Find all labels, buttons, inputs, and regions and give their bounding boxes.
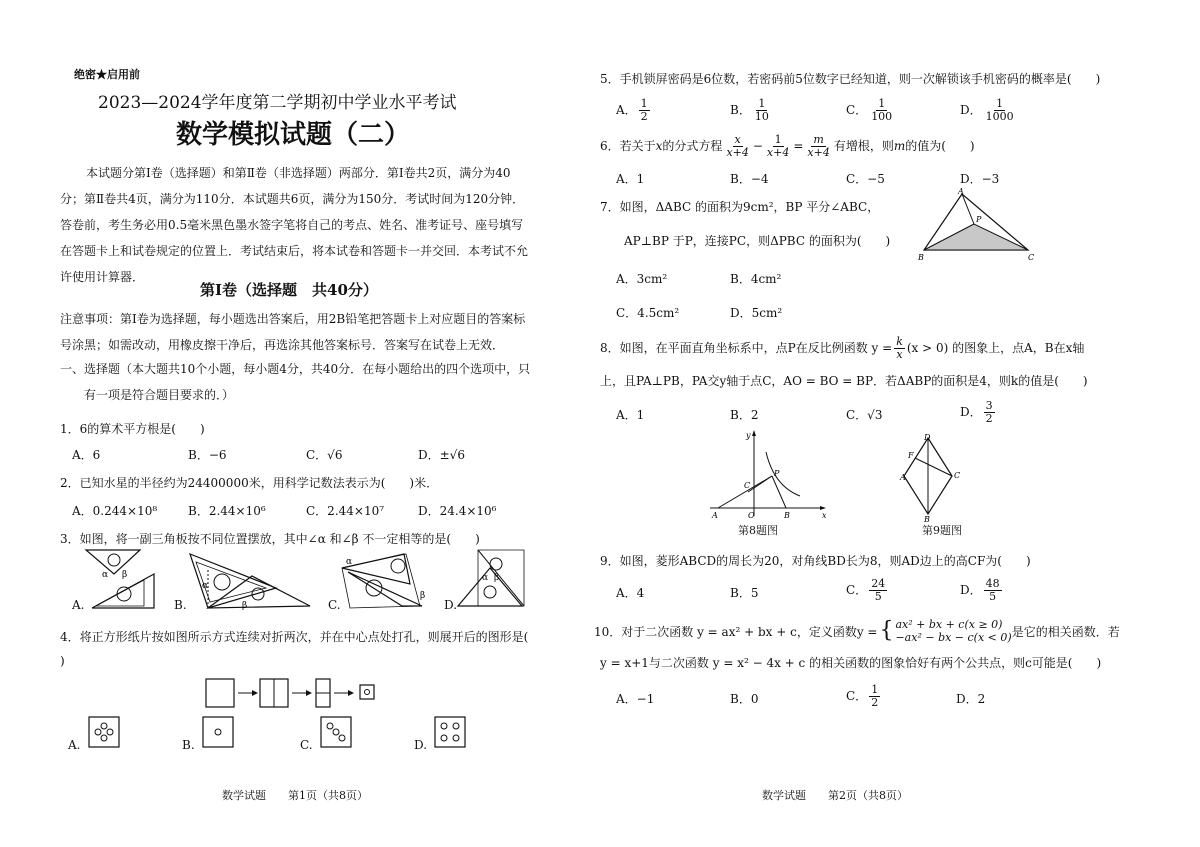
- q4-stem: 4．将正方形纸片按如图所示方式连续对折两次，并在中心点处打孔，则展开后的图形是(: [60, 630, 529, 644]
- q3-beta-d: β: [494, 573, 500, 583]
- section-title: 第Ⅰ卷（选择题 共40分）: [200, 281, 378, 299]
- q4-option-a[interactable]: A.: [68, 738, 81, 752]
- q6-option-d[interactable]: D．−3: [960, 172, 1000, 186]
- q10-case-2: −ax² − bx − c(x < 0): [895, 631, 1012, 644]
- q8-option-a[interactable]: A．1: [616, 408, 645, 422]
- q8-stem-1-post: (x > 0) 的图象上，点A，B在x轴: [906, 341, 1085, 355]
- q9-label-b: B: [924, 515, 930, 524]
- q3-alpha-a: α: [102, 570, 109, 580]
- q2-stem: 2．已知水星的半径约为24400000米，用科学记数法表示为( )米．: [60, 476, 439, 490]
- q5-option-c[interactable]: [846, 98, 896, 123]
- q5-option-b[interactable]: [730, 98, 773, 123]
- q9-label-c: C: [954, 471, 961, 480]
- q4-option-b[interactable]: B.: [182, 738, 195, 752]
- q6-f2-num: 1: [774, 133, 782, 146]
- q6-f3-den: x+4: [807, 146, 830, 159]
- q8-label-a: A: [712, 511, 718, 520]
- q1-option-d[interactable]: D．±√6: [418, 448, 465, 462]
- q9-option-c[interactable]: [846, 578, 889, 603]
- q6-option-c[interactable]: C．−5: [846, 172, 885, 186]
- q9-d-label: D．: [960, 583, 982, 597]
- q8-label-y: y: [746, 431, 751, 440]
- q8-figure: [708, 430, 828, 520]
- q4-stem-cont: ): [60, 654, 65, 668]
- q3-figure-a: [84, 546, 164, 616]
- q6-fraction-3: [805, 134, 831, 159]
- q8-k-fraction: [894, 336, 905, 361]
- q8-stem-1: [600, 336, 1084, 361]
- q5-d-den: 1000: [985, 110, 1014, 123]
- q2-option-b[interactable]: B．2.44×10⁶: [188, 504, 266, 518]
- q8-option-c[interactable]: C．√3: [846, 408, 883, 422]
- q10-brace: {: [879, 618, 894, 643]
- q2-option-c[interactable]: C．2.44×10⁷: [306, 504, 385, 518]
- part-heading-cont: 有一项是符合题目要求的．）: [84, 388, 235, 402]
- q3-figure-c: [336, 548, 436, 614]
- q7-label-p: P: [976, 215, 982, 224]
- q10-case-1: ax² + bx + c(x ≥ 0): [895, 618, 1003, 631]
- q5-b-den: 10: [754, 110, 769, 123]
- q8-option-b[interactable]: B．2: [730, 408, 759, 422]
- q8-d-label: D．: [960, 405, 982, 419]
- q9-c-num: 24: [871, 577, 886, 590]
- q10-c-den: 2: [871, 696, 879, 709]
- q1-option-c[interactable]: C．√6: [306, 448, 343, 462]
- q7-option-b[interactable]: B．4cm²: [730, 272, 782, 286]
- q8-k-num: k: [896, 335, 903, 348]
- q6-stem-mid: 的分式方程: [662, 139, 723, 153]
- q1-stem: 1．6的算术平方根是( ): [60, 422, 205, 436]
- q3-beta-b: β: [242, 601, 248, 611]
- q5-c-fraction: [869, 98, 894, 123]
- q3-beta-a: β: [122, 570, 128, 580]
- part-heading: 一、选择题（本大题共10个小题，每小题4分，共40分．在每小题给出的四个选项中，只: [60, 362, 531, 376]
- q10-stem-1-pre: 10．对于二次函数 y = ax² + bx + c，定义函数y =: [594, 624, 878, 639]
- q5-b-label: B．: [730, 103, 751, 117]
- q10-stem-2: y = x+1与二次函数 y = x² − 4x + c 的相关函数的图象恰好有两个公共点，则c可能是( ): [600, 656, 1102, 670]
- q3-option-b[interactable]: B.: [174, 598, 187, 612]
- q6-stem-post: 有增根，则: [833, 139, 894, 153]
- q4-fold-sequence: [204, 675, 394, 709]
- q6-var-m: m: [893, 139, 906, 153]
- q3-option-c[interactable]: C.: [328, 598, 341, 612]
- q9-stem: 9．如图，菱形ABCD的周长为20，对角线BD长为8，则AD边上的高CF为( ): [600, 554, 1031, 568]
- q6-stem-end: 的值为( ): [905, 139, 975, 153]
- q9-d-num: 48: [985, 577, 1000, 590]
- q5-a-den: 2: [640, 110, 648, 123]
- q6-stem-pre: 6．若关于: [600, 139, 656, 153]
- q10-c-label: C．: [846, 689, 868, 703]
- q6-f1-num: x: [734, 133, 741, 146]
- q6-eq: =: [793, 139, 804, 153]
- q8-stem-2: 上，且PA⊥PB，PA交y轴于点C，AO = BO = BP．若ΔABP的面积是4，则k的值是( ): [600, 374, 1088, 388]
- q6-stem: [600, 134, 975, 159]
- q9-c-den: 5: [874, 590, 882, 603]
- q8-label-c: C: [744, 481, 751, 490]
- q5-a-fraction: [639, 98, 650, 123]
- q2-option-a[interactable]: A．0.244×10⁸: [72, 504, 158, 518]
- q9-d-den: 5: [989, 590, 997, 603]
- q9-option-a[interactable]: A．4: [616, 586, 645, 600]
- q6-option-a[interactable]: A．1: [616, 172, 645, 186]
- q5-a-num: 1: [640, 97, 648, 110]
- q7-label-a: A: [958, 187, 964, 196]
- q3-option-a[interactable]: A.: [72, 598, 85, 612]
- q4-option-d[interactable]: D.: [414, 738, 428, 752]
- q8-label-p: P: [774, 469, 780, 478]
- q8-label-b: B: [784, 511, 790, 520]
- q3-figure-d: [452, 546, 532, 612]
- q9-option-b[interactable]: B．5: [730, 586, 759, 600]
- q6-f1-den: x+4: [726, 146, 749, 159]
- q6-minus: −: [752, 139, 763, 153]
- q2-option-d[interactable]: D．24.4×10⁶: [418, 504, 497, 518]
- q9-figure-caption: 第9题图: [922, 524, 962, 537]
- q4-figure-a: [88, 716, 120, 748]
- q6-f3-num: m: [813, 133, 824, 146]
- q9-label-f: F: [908, 451, 914, 460]
- q4-figure-c: [320, 716, 352, 748]
- q9-c-label: C．: [846, 583, 868, 597]
- q5-b-fraction: [753, 98, 771, 123]
- q4-figure-d: [434, 716, 466, 748]
- q5-d-num: 1: [996, 97, 1004, 110]
- q3-stem: 3．如图，将一副三角板按不同位置摆放，其中∠α 和∠β 不一定相等的是( ): [60, 532, 480, 546]
- q3-alpha-b: α: [202, 581, 209, 591]
- notice-paragraph: 注意事项：第Ⅰ卷为选择题，每小题选出答案后，用2B铅笔把答题卡上对应题目的答案标号涂黑；如需改动，用橡皮擦干净后，再选涂其他答案标号．答案写在试卷上无效．: [60, 312, 526, 352]
- q7-stem-1: 7．如图，ΔABC 的面积为9cm²，BP 平分∠ABC，: [600, 200, 880, 214]
- q8-label-x: x: [822, 511, 827, 520]
- q8-figure-caption: 第8题图: [738, 524, 778, 537]
- q5-b-num: 1: [758, 97, 766, 110]
- exam-title: 2023—2024学年度第二学期初中学业水平考试: [98, 93, 457, 113]
- q8-d-den: 2: [985, 412, 993, 425]
- q7-label-b: B: [918, 253, 924, 262]
- page-2: [594, 0, 1200, 847]
- secret-label: 绝密★启用前: [74, 68, 140, 81]
- page-footer-2: 数学试题 第2页（共8页）: [762, 789, 908, 802]
- q8-k-den: x: [896, 348, 903, 361]
- q10-option-b[interactable]: B．0: [730, 692, 759, 706]
- q5-stem: 5．手机锁屏密码是6位数，若密码前5位数字已经知道，则一次解锁该手机密码的概率是( ): [600, 72, 1101, 86]
- q8-stem-1-pre: 8．如图，在平面直角坐标系中，点P在反比例函数 y =: [600, 341, 893, 355]
- q10-option-d[interactable]: D．2: [956, 692, 986, 706]
- q6-var-x: x: [655, 139, 663, 153]
- q3-alpha-d: α: [482, 573, 489, 583]
- q1-option-a[interactable]: A．6: [72, 448, 101, 462]
- q4-figure-b: [202, 716, 234, 748]
- intro-paragraph: 本试题分第Ⅰ卷（选择题）和第Ⅱ卷（非选择题）两部分．第Ⅰ卷共2页，满分为40分；第Ⅱ卷共4页，满分为110分．本试题共6页，满分为150分．考试时间为120分钟．答卷前，考生务必用0.5毫米黑色墨水签字笔将自己的考点、姓名、准考证号、座号填写在答题卡上和试卷规定的位置上．考试结束后，将本试卷和答题卡一并交回．本考试不允许使用计算器．: [60, 166, 529, 284]
- q7-option-a[interactable]: A．3cm²: [616, 272, 668, 286]
- q9-label-a: A: [900, 473, 906, 482]
- q9-label-d: D: [924, 433, 931, 442]
- q8-d-fraction: [984, 400, 995, 425]
- q5-option-d[interactable]: [960, 98, 1018, 123]
- q9-option-d[interactable]: [960, 578, 1004, 603]
- q10-stem-1-post: 是它的相关函数．若: [1011, 624, 1120, 639]
- q9-figure: [900, 433, 970, 524]
- q3-alpha-c: α: [346, 557, 353, 567]
- q9-d-fraction: [984, 578, 1002, 603]
- q10-cases: [895, 618, 1011, 644]
- q6-f2-den: x+4: [766, 146, 790, 159]
- q6-fraction-2: [765, 134, 791, 159]
- q6-option-b[interactable]: B．−4: [730, 172, 769, 186]
- q5-d-label: D．: [960, 103, 982, 117]
- q8-label-o: O: [748, 511, 755, 520]
- q7-option-c[interactable]: C．4.5cm²: [616, 306, 680, 320]
- q10-c-fraction: [869, 684, 880, 709]
- paper-title: 数学模拟试题（二）: [176, 120, 411, 150]
- q5-a-label: A．: [616, 103, 637, 117]
- q7-figure: [918, 188, 1038, 260]
- q1-option-b[interactable]: B．−6: [188, 448, 227, 462]
- q6-fraction-1: [724, 134, 750, 159]
- q9-c-fraction: [869, 578, 887, 603]
- q10-c-num: 1: [871, 683, 879, 696]
- q8-d-num: 3: [985, 399, 993, 412]
- q7-option-d[interactable]: D．5cm²: [730, 306, 783, 320]
- q5-d-fraction: [984, 98, 1016, 123]
- q3-figure-b: [186, 550, 316, 612]
- q5-c-den: 100: [871, 110, 893, 123]
- q7-stem-2: AP⊥BP 于P，连接PC，则ΔPBC 的面积为( ): [624, 234, 891, 248]
- q10-option-a[interactable]: A．−1: [616, 692, 655, 706]
- q10-stem-1: [594, 618, 1120, 644]
- q3-beta-c: β: [420, 591, 426, 601]
- q7-label-c: C: [1028, 253, 1035, 262]
- q3-option-d[interactable]: D.: [444, 598, 458, 612]
- q4-option-c[interactable]: C.: [300, 738, 313, 752]
- q5-option-a[interactable]: [616, 98, 652, 123]
- q5-c-num: 1: [878, 97, 886, 110]
- q5-c-label: C．: [846, 103, 868, 117]
- q8-option-d[interactable]: [960, 400, 997, 425]
- page-footer-1: 数学试题 第1页（共8页）: [222, 789, 368, 802]
- q10-option-c[interactable]: [846, 684, 882, 709]
